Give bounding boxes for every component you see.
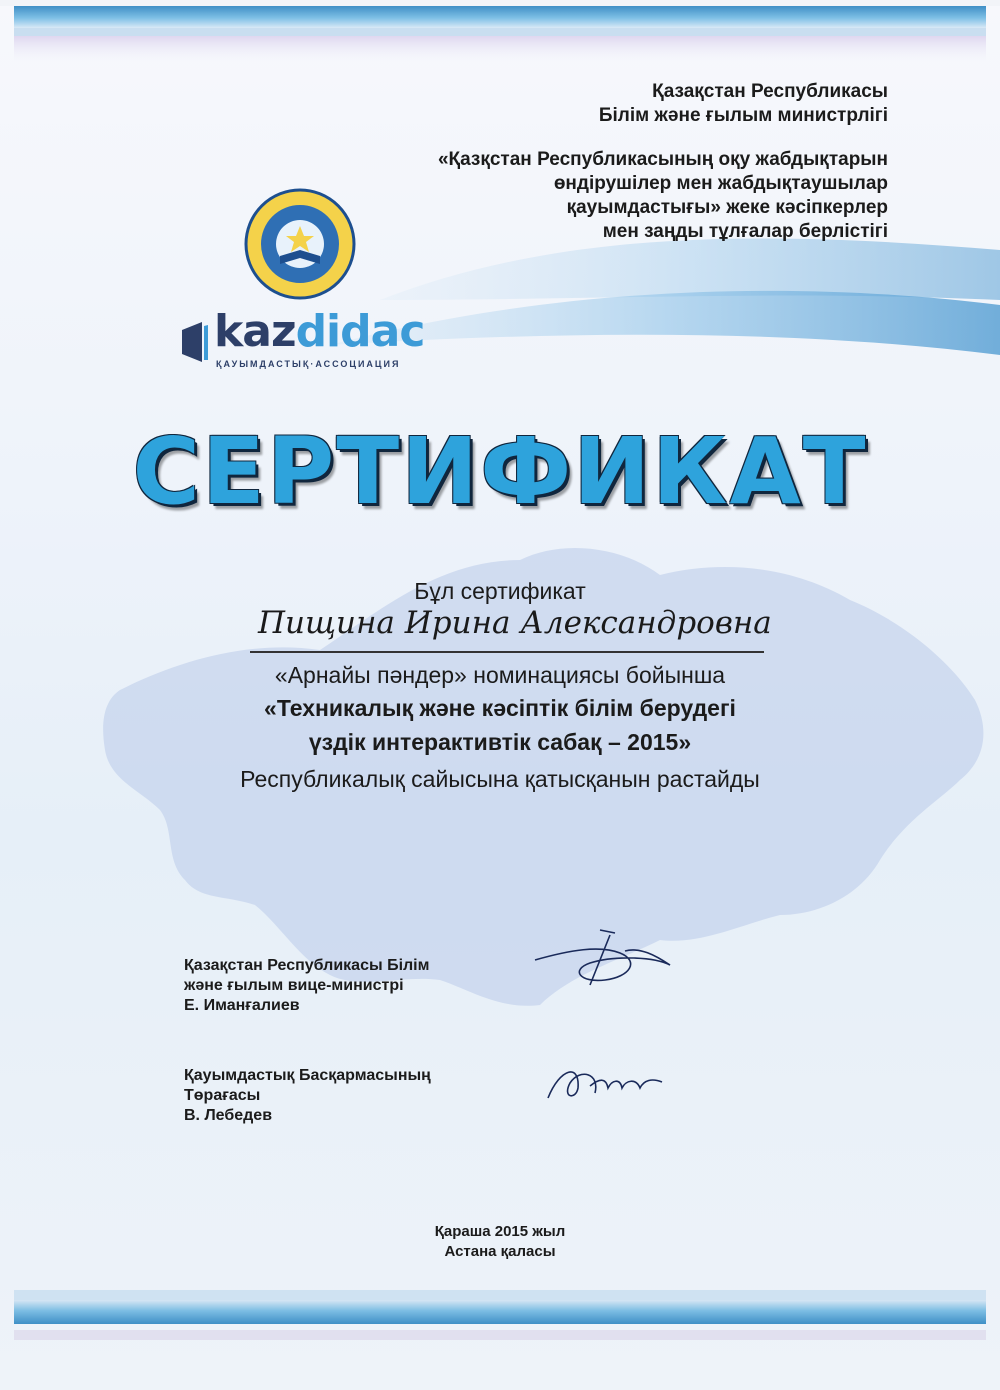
kazdidac-logo (180, 306, 460, 378)
signatory-chairman (184, 1066, 431, 1126)
signatory-line: Е. Иманғалиев (184, 997, 300, 1014)
association-block (438, 148, 888, 244)
logo-subtitle: ҚАУЫМДАСТЫҚ·АССОЦИАЦИЯ (216, 359, 401, 369)
ministry-block (599, 80, 888, 128)
signatory-line: Төрағасы (184, 1087, 261, 1104)
swoosh-upper (380, 238, 1000, 300)
logo-word-dark: kaz (214, 306, 296, 357)
logo-mark-icon (180, 320, 210, 364)
top-band-light (14, 28, 986, 36)
association-line: өндірушілер мен жабдықтаушылар (553, 173, 888, 194)
recipient-name: Пищина Ирина Александровна (258, 605, 772, 641)
ministry-line: Қазақстан Республикасы (652, 81, 888, 102)
chairman-signature (540, 1058, 670, 1108)
confirm-text: Республикалық сайысына қатысқанын растайды (240, 766, 760, 792)
association-line: мен заңды тұлғалар берлістігі (602, 221, 888, 242)
logo-wordmark (214, 306, 424, 357)
top-band (14, 6, 986, 28)
signatory-line: және ғылым вице-министрі (184, 977, 404, 994)
association-line: қауымдастығы» жеке кәсіпкерлер (566, 197, 888, 218)
footer-date: Қараша 2015 жыл (434, 1223, 566, 1240)
recipient-underline (250, 651, 764, 653)
nomination-text: «Арнайы пәндер» номинациясы бойынша (274, 662, 726, 688)
association-line: «Қазқстан Республикасының оқу жабдықтарын (437, 149, 888, 170)
top-lilac-fade (14, 36, 986, 62)
contest-title-line1: «Техникалық және кәсіптік білім берудегі (264, 695, 736, 721)
footer-block (0, 1222, 1000, 1262)
contest-title-line2: үздік интерактивтік сабақ – 2015» (308, 729, 692, 755)
bottom-band (14, 1300, 986, 1324)
top-edge (0, 0, 1000, 6)
signatory-vice-minister (184, 956, 429, 1016)
intro-text: Бұл сертификат (414, 578, 586, 604)
signatory-line: Қауымдастық Басқармасының (184, 1067, 431, 1084)
ministry-seal-emblem (244, 188, 356, 300)
bottom-band-light (14, 1290, 986, 1300)
vice-minister-signature (530, 925, 690, 1000)
logo-word-light: didac (295, 306, 425, 357)
signatory-line: Қазақстан Республикасы Білім (184, 957, 430, 974)
bottom-lilac (14, 1330, 986, 1340)
signatory-line: В. Лебедев (184, 1107, 273, 1124)
footer-place: Астана қаласы (444, 1243, 556, 1260)
certificate-title: СЕРТИФИКАТ (132, 418, 868, 525)
ministry-line: Білім және ғылым министрлігі (598, 105, 888, 126)
